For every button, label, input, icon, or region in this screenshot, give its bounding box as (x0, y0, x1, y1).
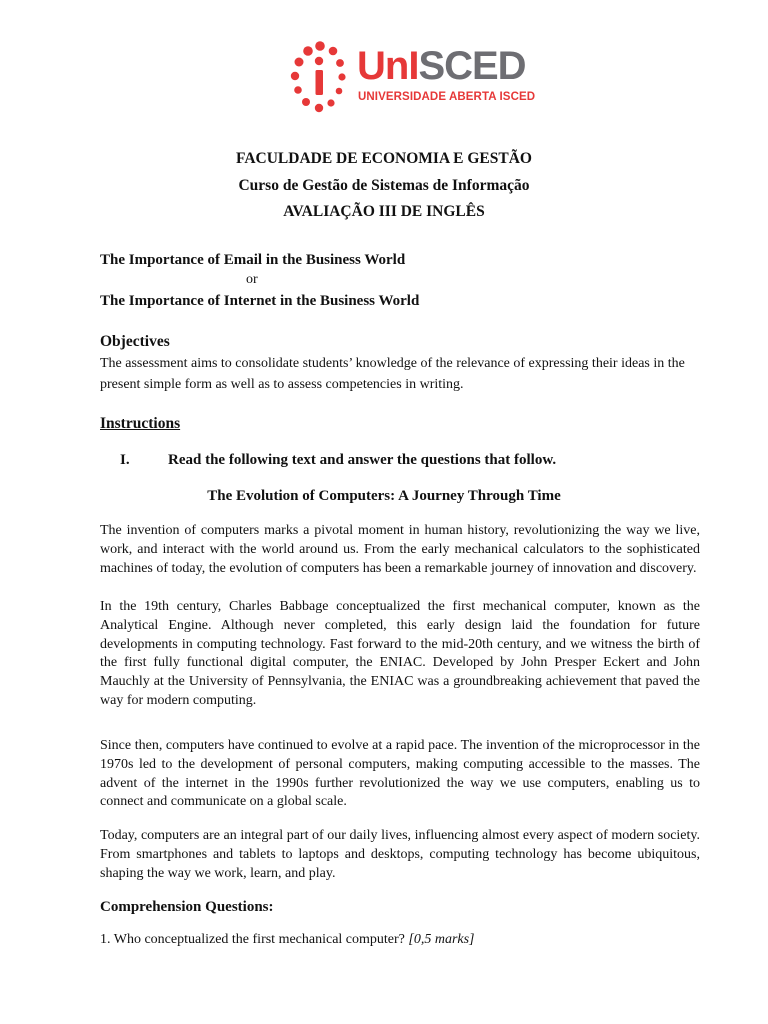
instructions-heading: Instructions (100, 415, 181, 432)
brand-suffix: SCED (418, 44, 526, 88)
objectives-text: The assessment aims to consolidate students’ knowledge of the relevance of expressing their ideas in the present simple form as well as to assess competencies in writing. (100, 356, 685, 392)
question-marks: [0,5 marks] (408, 932, 475, 947)
question-item (100, 932, 475, 948)
reading-paragraph: The invention of computers marks a pivotal moment in human history, revolutionizing the way we live, work, and interact with the world around us. From the early mechanical calculators to the sophisticated machines of today, the evolution of computers has been a remarkable journey of innovation and discovery. (100, 523, 700, 576)
brand-subtitle: UNIVERSIDADE ABERTA ISCED (358, 91, 536, 103)
unisced-dots-logo-icon (285, 40, 355, 114)
topic-option-1: The Importance of Email in the Business World (100, 252, 406, 268)
unisced-logo (285, 40, 536, 114)
topic-or: or (246, 272, 258, 287)
course-title: Curso de Gestão de Sistemas de Informação (238, 177, 530, 194)
objectives-heading: Objectives (100, 333, 170, 350)
assessment-title: AVALIAÇÃO III DE INGLÊS (283, 203, 485, 220)
topic-option-2: The Importance of Internet in the Business World (100, 293, 420, 309)
comprehension-heading: Comprehension Questions: (100, 899, 274, 915)
reading-paragraph: In the 19th century, Charles Babbage conceptualized the first mechanical computer, known as the Analytical Engine. Although never completed, this early design laid the foundation for future developments in computing technology. Fast forward to the mid-20th century, and we witness the birth of the first fully functional digital computer, the ENIAC. Developed by John Presper Eckert and John Mauchly at the University of Pennsylvania, the ENIAC was a groundbreaking achievement that paved the way for modern computing. (100, 599, 700, 708)
section-instruction: Read the following text and answer the questions that follow. (168, 452, 557, 468)
faculty-title: FACULDADE DE ECONOMIA E GESTÃO (236, 150, 532, 167)
brand-prefix: UnI (357, 44, 419, 88)
reading-paragraph: Since then, computers have continued to evolve at a rapid pace. The invention of the microprocessor in the 1970s led to the development of personal computers, making computing accessible to the masses. The advent of the internet in the 1990s further revolutionized the way we use computers, enabling us to connect and communicate on a global scale. (100, 738, 700, 810)
reading-title: The Evolution of Computers: A Journey Through Time (207, 488, 561, 504)
reading-paragraph: Today, computers are an integral part of our daily lives, influencing almost every aspect of modern society. From smartphones and tablets to laptops and desktops, computing technology has become ubiquitous, shaping the way we work, learn, and play. (100, 828, 700, 881)
brand-wordmark (357, 44, 526, 88)
question-text: 1. Who conceptualized the first mechanical computer? (100, 932, 409, 947)
section-number: I. (120, 452, 130, 468)
